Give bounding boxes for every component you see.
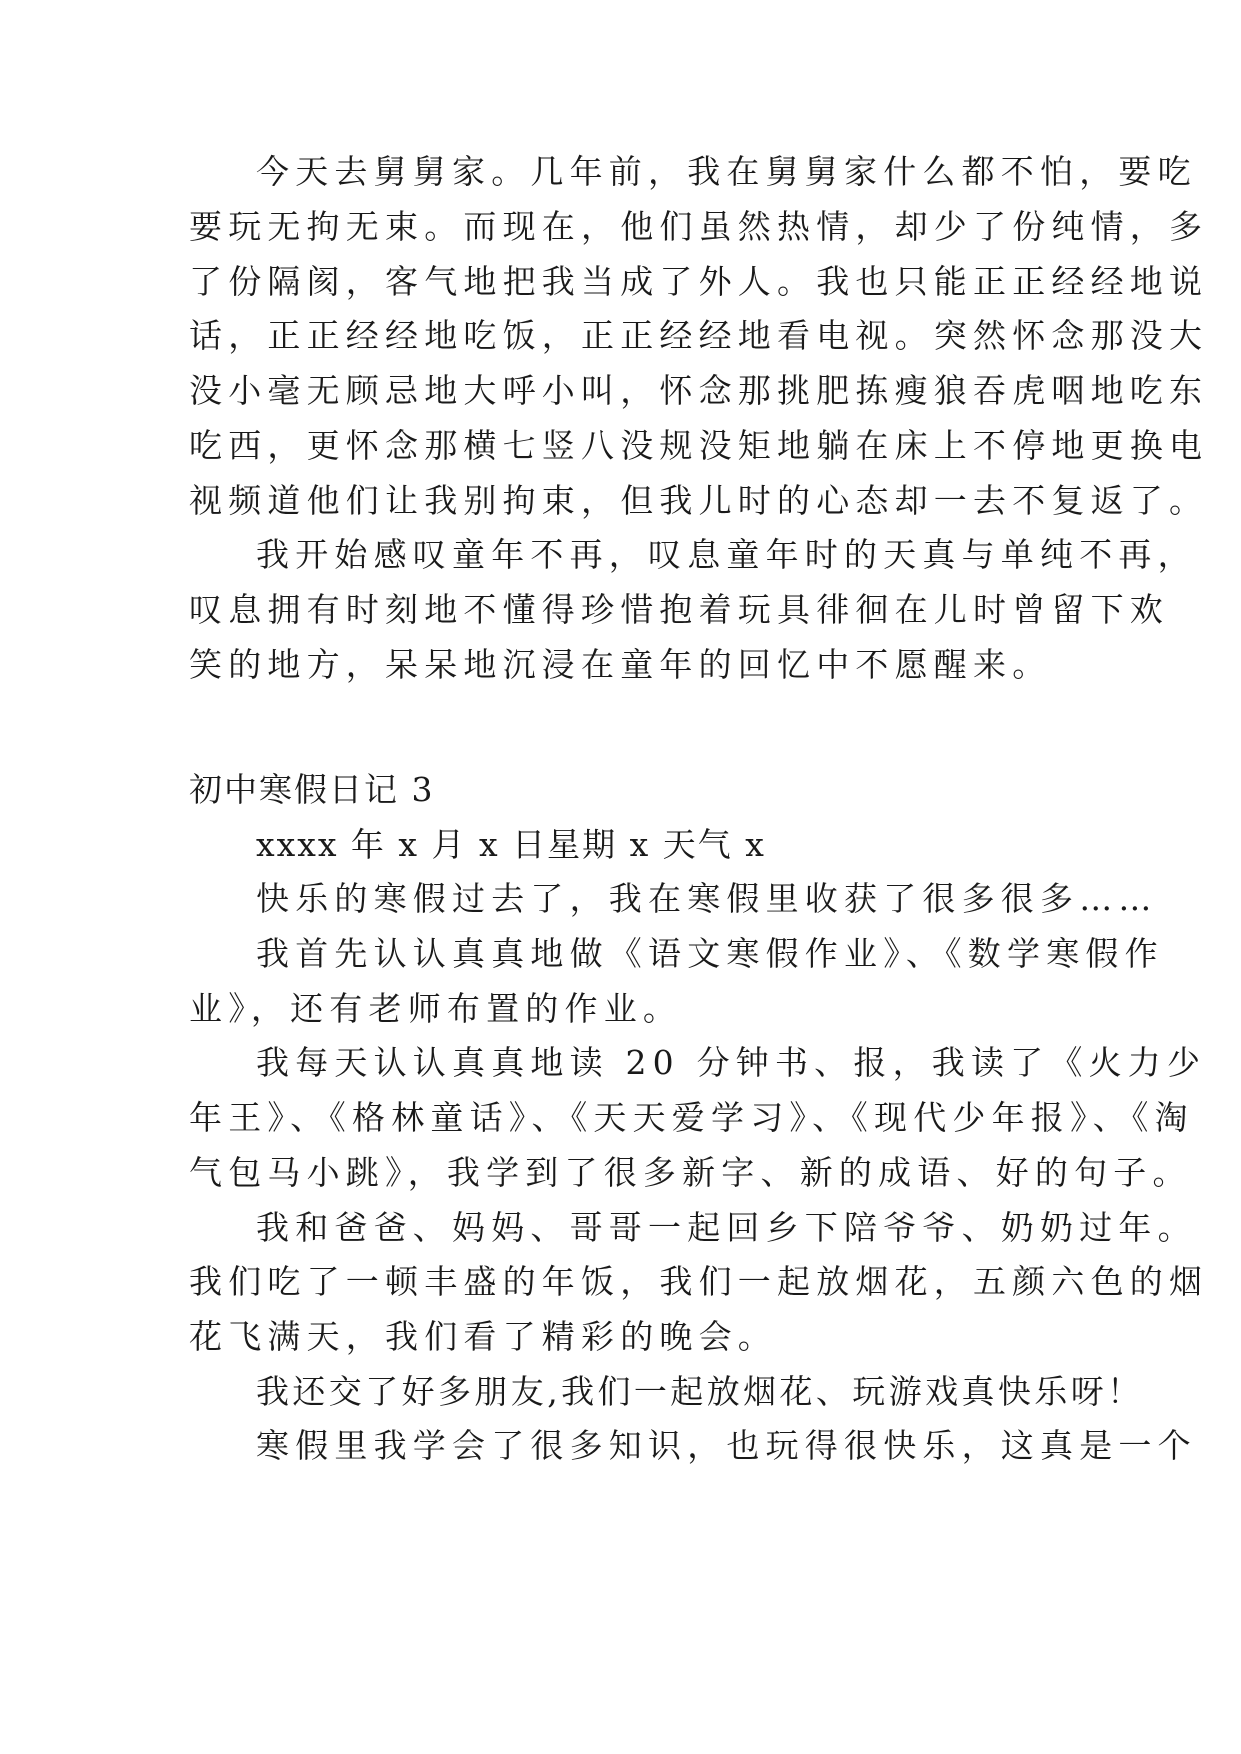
paragraph-1-line-3: 了份隔阂，客气地把我当成了外人。我也只能正正经经地说	[189, 262, 1209, 301]
diary-paragraph-4-line-2: 我们吃了一顿丰盛的年饭，我们一起放烟花，五颜六色的烟	[189, 1262, 1209, 1301]
paragraph-1-line-1: 今天去舅舅家。几年前，我在舅舅家什么都不怕，要吃	[256, 152, 1197, 191]
diary-date-line: xxxx 年 x 月 x 日星期 x 天气 x	[256, 825, 766, 864]
diary-paragraph-5-line-1: 我还交了好多朋友,我们一起放烟花、玩游戏真快乐呀！	[256, 1372, 1144, 1411]
diary-paragraph-4-line-3: 花飞满天，我们看了精彩的晚会。	[189, 1317, 777, 1356]
diary-paragraph-6-line-1: 寒假里我学会了很多知识，也玩得很快乐，这真是一个	[256, 1426, 1197, 1465]
paragraph-1-line-6: 吃西，更怀念那横七竖八没规没矩地躺在床上不停地更换电	[189, 426, 1209, 465]
paragraph-2-line-1: 我开始感叹童年不再，叹息童年时的天真与单纯不再，	[256, 535, 1197, 574]
diary-title: 初中寒假日记 3	[189, 770, 435, 809]
diary-paragraph-3-line-3: 气包马小跳》，我学到了很多新字、新的成语、好的句子。	[189, 1153, 1192, 1192]
diary-paragraph-4-line-1: 我和爸爸、妈妈、哥哥一起回乡下陪爷爷、奶奶过年。	[256, 1208, 1197, 1247]
diary-paragraph-3-line-1: 我每天认认真真地读 20 分钟书、报，我读了《火力少	[256, 1043, 1207, 1082]
diary-paragraph-2-line-1: 我首先认认真真地做《语文寒假作业》、《数学寒假作	[256, 934, 1164, 973]
paragraph-1-line-7: 视频道他们让我别拘束，但我儿时的心态却一去不复返了。	[189, 481, 1209, 520]
diary-paragraph-1-line-1: 快乐的寒假过去了，我在寒假里收获了很多很多……	[256, 879, 1158, 918]
diary-paragraph-3-line-2: 年王》、《格林童话》、《天天爱学习》、《现代少年报》、《淘	[189, 1098, 1194, 1137]
paragraph-2-line-2: 叹息拥有时刻地不懂得珍惜抱着玩具徘徊在儿时曾留下欢	[189, 590, 1169, 629]
paragraph-1-line-2: 要玩无拘无束。而现在，他们虽然热情，却少了份纯情，多	[189, 207, 1209, 246]
paragraph-1-line-5: 没小毫无顾忌地大呼小叫，怀念那挑肥拣瘦狼吞虎咽地吃东	[189, 371, 1209, 410]
paragraph-2-line-3: 笑的地方，呆呆地沉浸在童年的回忆中不愿醒来。	[189, 645, 1052, 684]
diary-paragraph-2-line-2: 业》，还有老师布置的作业。	[189, 989, 683, 1028]
paragraph-1-line-4: 话，正正经经地吃饭，正正经经地看电视。突然怀念那没大	[189, 316, 1209, 355]
